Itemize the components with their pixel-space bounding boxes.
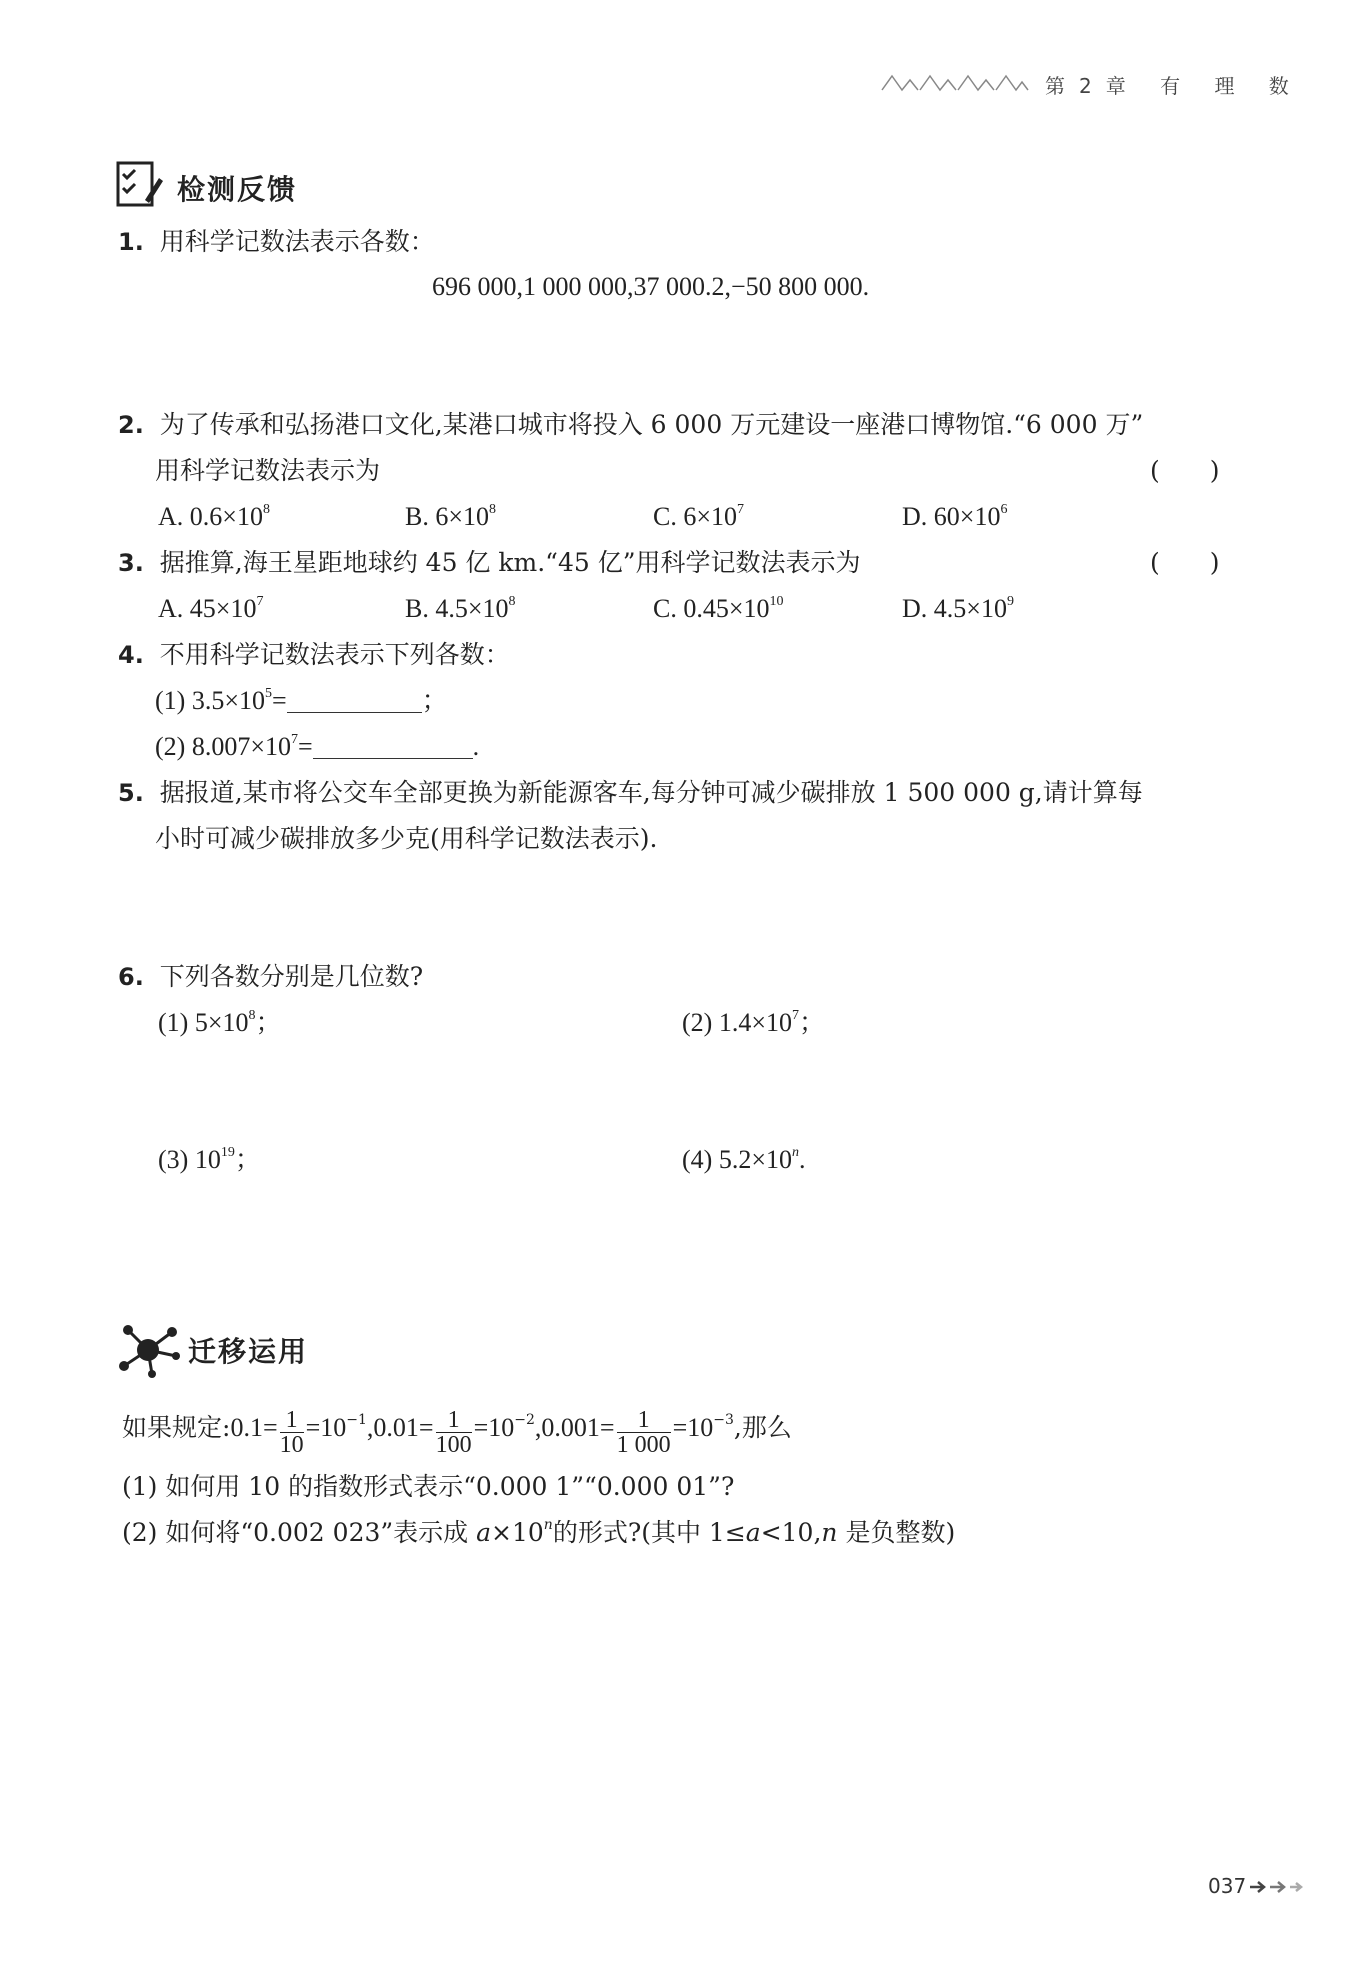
section-title: 迁移运用	[188, 1335, 309, 1368]
option-d: D. $60\times 10^6$	[902, 502, 1008, 531]
fraction: $\frac{1}{1 000}$	[616, 1407, 671, 1458]
molecule-icon	[118, 1322, 180, 1378]
question-number: 2.	[118, 411, 144, 439]
answer-paren: ( )	[1150, 548, 1220, 577]
option-b: B. $4.5\times 10^8$	[405, 594, 516, 623]
option-b: B. $6\times 10^8$	[405, 502, 497, 531]
question-4-sub2: (2) $8.007\times 10^7=$ .	[155, 732, 480, 761]
question-6-sub4: (4) $5.2\times 10^n$.	[682, 1145, 806, 1174]
question-number: 4.	[118, 641, 144, 669]
question-text: 据报道,某市将公交车全部更换为新能源客车,每分钟可减少碳排放 1 500 000 g,请计算每	[159, 778, 1143, 807]
section-title: 检测反馈	[177, 173, 298, 206]
transfer-sub2: (2) 如何将“0.002 023”表示成 $a\times 10^n$的形式?(其中 1≤a<10,n 是负整数)	[122, 1517, 956, 1547]
question-1-numbers: 696 000,1 000 000,37 000.2,−50 800 000.	[432, 272, 870, 301]
answer-blank[interactable]	[313, 734, 473, 759]
answer-blank[interactable]	[287, 688, 422, 713]
question-3	[118, 546, 861, 580]
question-6-sub3: (3) $10^{19}$；	[158, 1145, 261, 1174]
option-d: D. $4.5\times 10^9$	[902, 594, 1014, 623]
question-text: 据推算,海王星距地球约 45 亿 km.“45 亿”用科学记数法表示为	[159, 548, 861, 577]
transfer-intro: 如果规定:0.1= $\frac{1}{10}$ $=10^{-1},0.01=$ $\frac{1}{100}$ $=10^{-2},0.001=$ $\frac{1}{1 000}$ $=10^{-3}$,那么	[122, 1407, 792, 1458]
question-number: 5.	[118, 779, 144, 807]
arrows-icon	[1248, 1878, 1306, 1896]
question-text: 下列各数分别是几位数?	[159, 962, 424, 991]
question-2	[118, 408, 1143, 442]
question-number: 3.	[118, 549, 144, 577]
question-6-sub1: (1) $5\times 10^8$；	[158, 1008, 282, 1037]
answer-paren: ( )	[1150, 456, 1220, 485]
option-a: A. $45\times 10^7$	[158, 594, 264, 623]
transfer-sub1: (1) 如何用 10 的指数形式表示“0.000 1”“0.000 01”?	[122, 1472, 735, 1501]
page-number: 037	[1208, 1874, 1247, 1898]
fraction: $\frac{1}{10}$	[279, 1407, 304, 1458]
question-5-line2: 小时可减少碳排放多少克(用科学记数法表示).	[155, 824, 658, 853]
question-text: 为了传承和弘扬港口文化,某港口城市将投入 6 000 万元建设一座港口博物馆.“6 000 万”	[159, 410, 1144, 439]
question-text: 不用科学记数法表示下列各数：	[159, 640, 510, 669]
question-5	[118, 776, 1143, 810]
question-6	[118, 960, 423, 994]
question-4-sub1: (1) $3.5\times 10^5=$ ；	[155, 686, 448, 715]
question-4	[118, 638, 510, 672]
question-number: 6.	[118, 963, 144, 991]
checklist-pen-icon	[115, 160, 163, 210]
header-decoration	[880, 70, 1030, 96]
fraction: $\frac{1}{100}$	[435, 1407, 472, 1458]
option-a: A. $0.6\times 10^8$	[158, 502, 270, 531]
question-2-line2: 用科学记数法表示为	[155, 456, 381, 485]
question-1	[118, 225, 435, 259]
question-text: 用科学记数法表示各数：	[159, 227, 435, 256]
question-6-sub2: (2) $1.4\times 10^7$；	[682, 1008, 826, 1037]
question-number: 1.	[118, 228, 144, 256]
option-c: C. $0.45\times 10^{10}$	[653, 594, 784, 623]
arrow-ornament	[1248, 1878, 1306, 1900]
mountain-ornament-icon	[880, 70, 1030, 92]
chapter-title: 第2章 有 理 数	[1045, 74, 1303, 98]
option-c: C. $6\times 10^7$	[653, 502, 745, 531]
